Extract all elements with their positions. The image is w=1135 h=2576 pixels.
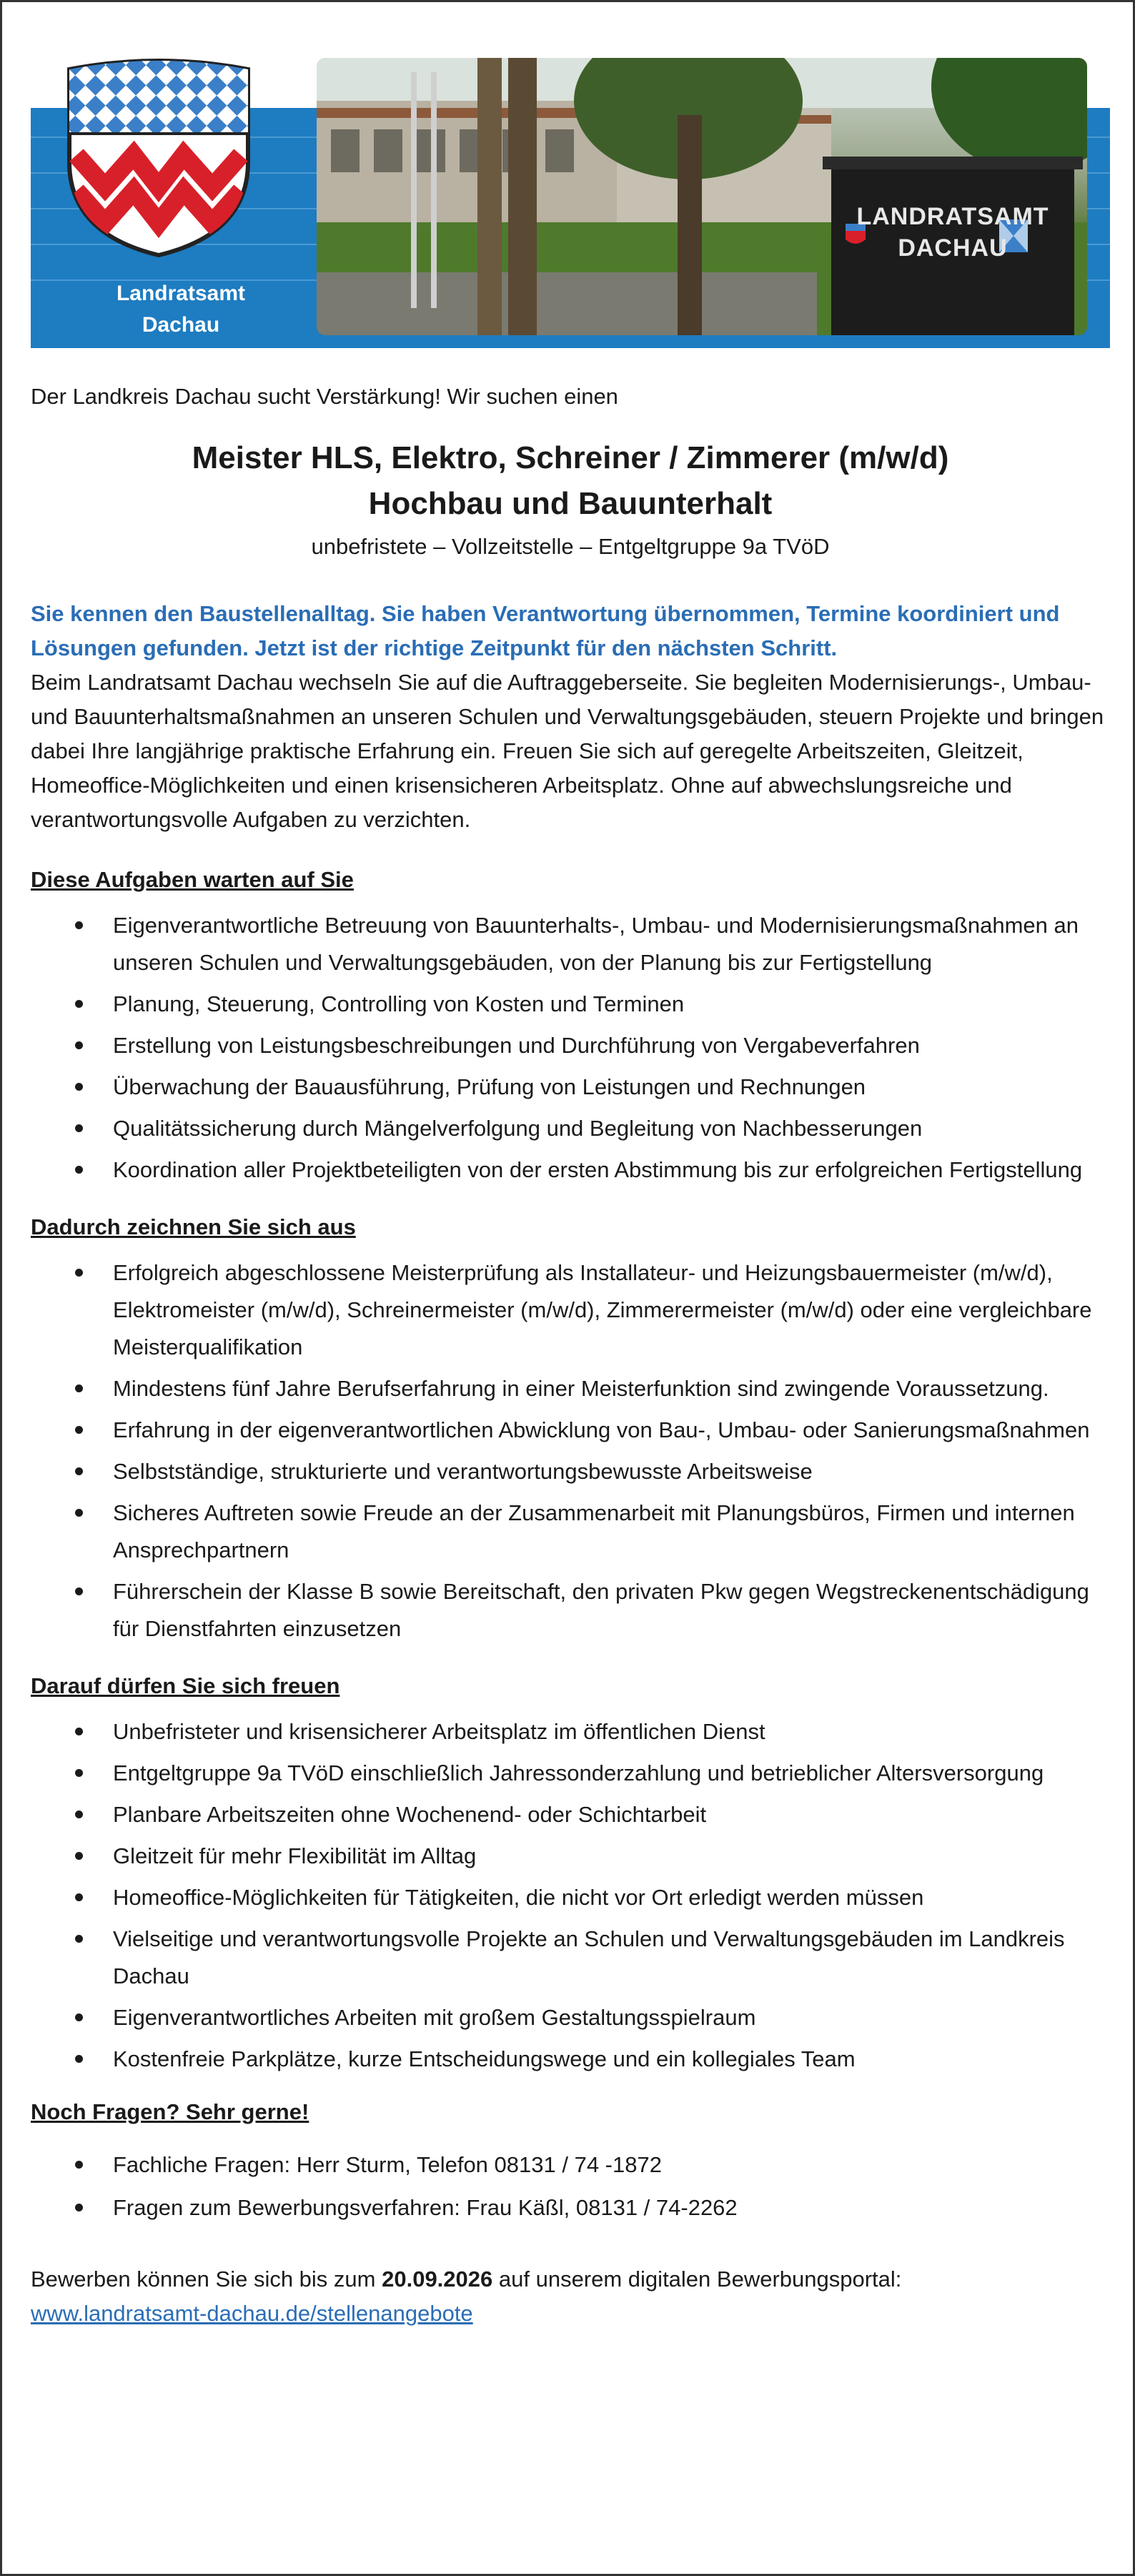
agency-name	[59, 278, 302, 341]
list-item: Erfolgreich abgeschlossene Meisterprüfung als Installateur- und Heizungsbauermeister (m/w/d), Elektromeister (m/w/d), Schreinermeister (m/w/d), Zimmerermeister (m/w/d) oder eine vergleichbare Meisterqualifikation	[31, 1254, 1110, 1366]
list-item: Eigenverantwortliches Arbeiten mit großem Gestaltungsspielraum	[31, 1999, 1110, 2036]
list-item: Mindestens fünf Jahre Berufserfahrung in einer Meisterfunktion sind zwingende Voraussetzung.	[31, 1370, 1110, 1407]
intro-text: Der Landkreis Dachau sucht Verstärkung! Wir suchen einen	[31, 384, 618, 409]
list-item: Gleitzeit für mehr Flexibilität im Alltag	[31, 1838, 1110, 1875]
list-item: Koordination aller Projektbeteiligten von der ersten Abstimmung bis zur erfolgreichen Fertigstellung	[31, 1151, 1110, 1189]
list-item: Fachliche Fragen: Herr Sturm, Telefon 08131 / 74 -1872	[31, 2146, 1110, 2184]
benefits-list	[31, 1713, 1110, 2078]
list-item: Überwachung der Bauausführung, Prüfung von Leistungen und Rechnungen	[31, 1069, 1110, 1106]
application-text-before: Bewerben können Sie sich bis zum	[31, 2267, 382, 2292]
header-banner	[31, 51, 1110, 348]
job-title-line2: Hochbau und Bauunterhalt	[368, 486, 773, 521]
list-item: Kostenfreie Parkplätze, kurze Entscheidungswege und ein kollegiales Team	[31, 2041, 1110, 2078]
building-sign-line2: DACHAU	[898, 234, 1008, 262]
list-item: Eigenverantwortliche Betreuung von Bauunterhalts-, Umbau- und Modernisierungsmaßnahmen an unseren Schulen und Verwaltungsgebäuden, von der Planung bis zur Fertigstellung	[31, 907, 1110, 981]
list-item: Erstellung von Leistungsbeschreibungen und Durchführung von Vergabeverfahren	[31, 1027, 1110, 1064]
contact-list	[31, 2146, 1110, 2226]
contact-heading: Noch Fragen? Sehr gerne!	[31, 2099, 309, 2124]
building-sign	[849, 201, 1056, 264]
tasks-heading: Diese Aufgaben warten auf Sie	[31, 867, 354, 892]
list-item: Planbare Arbeitszeiten ohne Wochenend- oder Schichtarbeit	[31, 1796, 1110, 1833]
building-photo-illustration	[317, 58, 1087, 335]
list-item: Vielseitige und verantwortungsvolle Projekte an Schulen und Verwaltungsgebäuden im Landkreis Dachau	[31, 1921, 1110, 1995]
benefits-heading: Darauf dürfen Sie sich freuen	[31, 1673, 340, 1698]
application-text-after: auf unserem digitalen Bewerbungsportal:	[492, 2267, 902, 2292]
description-text: Beim Landratsamt Dachau wechseln Sie auf die Auftraggeberseite. Sie begleiten Modernisierungs-, Umbau- und Bauunterhaltsmaßnahmen an unseren Schulen und Verwaltungsgebäuden, steuern Projekte und bringen dabei Ihre langjährige praktische Erfahrung ein. Freuen Sie sich auf geregelte Arbeitszeiten, Gleitzeit, Homeoffice-Möglichkeiten und einen krisensicheren Arbeitsplatz. Ohne auf abwechslungsreiche und verantwortungsvolle Aufgaben zu verzichten.	[31, 670, 1104, 832]
lead-text: Sie kennen den Baustellenalltag. Sie haben Verantwortung übernommen, Termine koordiniert und Lösungen gefunden. Jetzt ist der richtige Zeitpunkt für den nächsten Schritt.	[31, 601, 1060, 660]
profile-list	[31, 1254, 1110, 1648]
list-item: Qualitätssicherung durch Mängelverfolgung und Begleitung von Nachbesserungen	[31, 1110, 1110, 1147]
application-portal-link[interactable]: www.landratsamt-dachau.de/stellenangebote	[31, 2301, 473, 2326]
job-title: Meister HLS, Elektro, Schreiner / Zimmerer (m/w/d)	[192, 440, 949, 475]
list-item: Sicheres Auftreten sowie Freude an der Zusammenarbeit mit Planungsbüros, Firmen und internen Ansprechpartnern	[31, 1495, 1110, 1569]
agency-name-line2: Dachau	[142, 313, 220, 337]
application-deadline: 20.09.2026	[382, 2267, 493, 2292]
list-item: Erfahrung in der eigenverantwortlichen Abwicklung von Bau-, Umbau- oder Sanierungsmaßnahmen	[31, 1412, 1110, 1449]
job-subtitle: unbefristete – Vollzeitstelle – Entgeltgruppe 9a TVöD	[311, 534, 830, 559]
list-item: Selbstständige, strukturierte und verantwortungsbewusste Arbeitsweise	[31, 1453, 1110, 1490]
list-item: Planung, Steuerung, Controlling von Kosten und Terminen	[31, 986, 1110, 1023]
application-deadline-text	[31, 2262, 1110, 2297]
list-item: Führerschein der Klasse B sowie Bereitschaft, den privaten Pkw gegen Wegstreckenentschädigung für Dienstfahrten einzusetzen	[31, 1573, 1110, 1648]
profile-heading: Dadurch zeichnen Sie sich aus	[31, 1214, 356, 1239]
list-item: Entgeltgruppe 9a TVöD einschließlich Jahressonderzahlung und betrieblicher Altersversorgung	[31, 1755, 1110, 1792]
list-item: Unbefristeter und krisensicherer Arbeitsplatz im öffentlichen Dienst	[31, 1713, 1110, 1750]
tasks-list	[31, 907, 1110, 1189]
posting-content	[31, 380, 1110, 2331]
agency-name-line1: Landratsamt	[116, 282, 246, 305]
coat-of-arms-logo	[55, 55, 262, 262]
building-sign-line1: LANDRATSAMT	[856, 203, 1049, 230]
building-photo	[317, 58, 1087, 335]
list-item: Fragen zum Bewerbungsverfahren: Frau Käßl, 08131 / 74-2262	[31, 2189, 1110, 2226]
list-item: Homeoffice-Möglichkeiten für Tätigkeiten, die nicht vor Ort erledigt werden müssen	[31, 1879, 1110, 1916]
